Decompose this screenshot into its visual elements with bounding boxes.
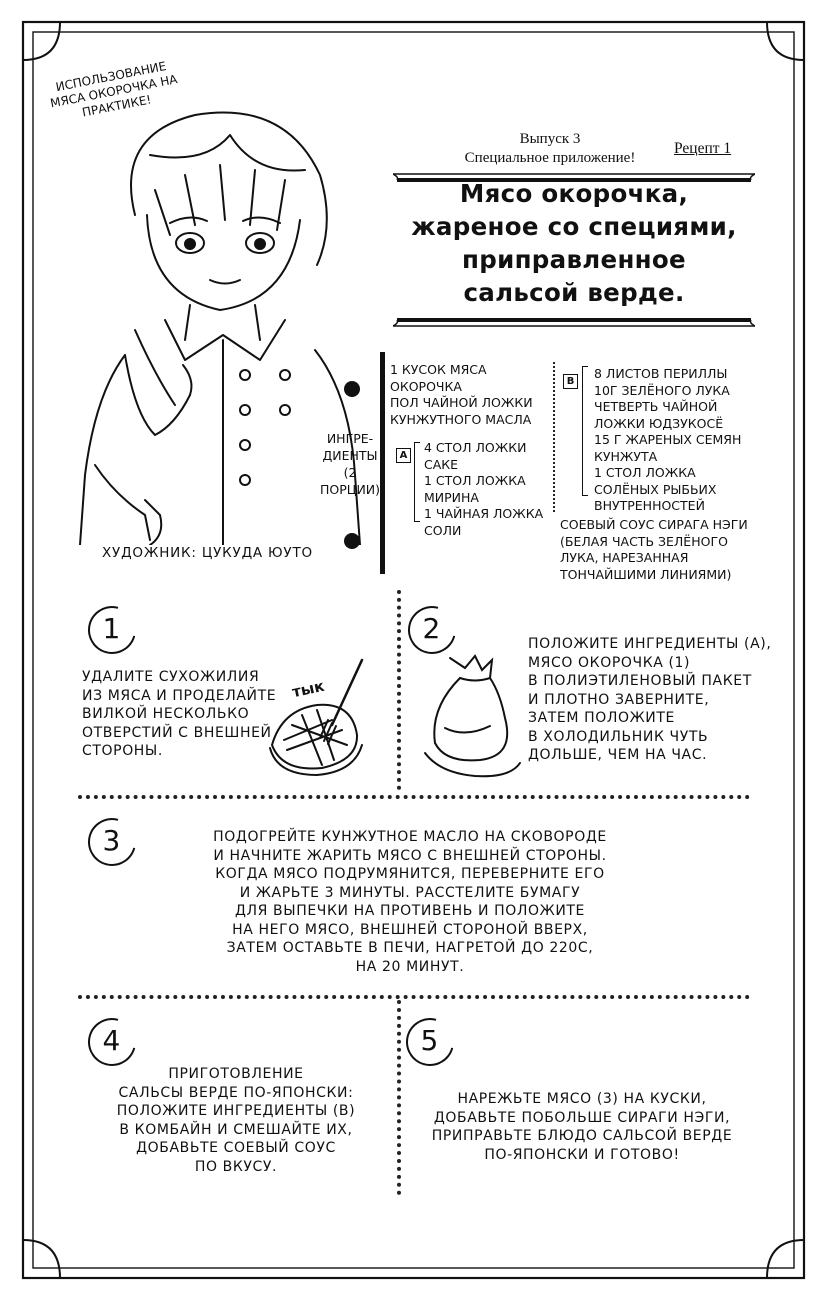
ingredient-item: ВНУТРЕННОСТЕЙ — [594, 498, 705, 513]
step-line: СТОРОНЫ. — [82, 743, 163, 759]
step-line: ДЛЯ ВЫПЕЧКИ НА ПРОТИВЕНЬ И ПОЛОЖИТЕ — [235, 903, 585, 919]
step-line: ДОЛЬШЕ, ЧЕМ НА ЧАС. — [528, 747, 708, 763]
step-line: ДОБАВЬТЕ СОЕВЫЙ СОУС — [136, 1140, 336, 1156]
step-line: ДОБАВЬТЕ ПОБОЛЬШЕ СИРАГИ НЭГИ, — [433, 1109, 731, 1126]
title-line-4: сальсой верде. — [463, 278, 685, 307]
step-line: ВИЛКОЙ НЕСКОЛЬКО — [82, 706, 250, 722]
ingredient-item: (БЕЛАЯ ЧАСТЬ ЗЕЛЁНОГО — [560, 533, 728, 549]
step-line: ИЗ МЯСА И ПРОДЕЛАЙТЕ — [82, 687, 277, 704]
group-a-brace — [414, 442, 420, 522]
dotted-divider-h1 — [78, 795, 750, 799]
sound-effect: тык — [290, 676, 326, 702]
ingredients-dotted-divider — [553, 362, 555, 512]
issue-line-1: Выпуск 3 — [519, 131, 581, 147]
ingredient-item: 15 Г ЖАРЕНЫХ СЕМЯН — [594, 432, 742, 447]
ingredient-item: 1 СТОЛ ЛОЖКА — [424, 473, 526, 488]
title-line-1: Мясо окорочка, — [459, 179, 689, 208]
ingredient-item: 1 КУСОК МЯСА — [390, 362, 487, 377]
title-line-3: приправленное — [462, 245, 686, 274]
bullet-dot-bottom — [344, 533, 360, 549]
dotted-divider-v2 — [397, 1000, 401, 1195]
ingredient-item: КУНЖУТА — [594, 448, 658, 464]
ingredient-item: ЛУКА, НАРЕЗАННАЯ — [560, 550, 689, 565]
ingredient-item: СОЛЁНЫХ РЫБЬИХ — [594, 481, 717, 497]
ingredients-group-b — [594, 366, 741, 515]
ingredient-item: МИРИНА — [424, 489, 479, 505]
group-a-badge: A — [396, 448, 411, 463]
step-line: ПРИГОТОВЛЕНИЕ — [168, 1066, 304, 1082]
step-line: ЗАТЕМ ПОЛОЖИТЕ — [528, 710, 675, 726]
bag-illustration — [420, 648, 530, 788]
step-line: ОТВЕРСТИЙ С ВНЕШНЕЙ — [82, 724, 272, 741]
step-line: И ПЛОТНО ЗАВЕРНИТЕ, — [528, 691, 710, 708]
ingredients-divider — [380, 352, 385, 574]
step-line: ПО-ЯПОНСКИ И ГОТОВО! — [484, 1146, 680, 1163]
step-4-number: 4 — [79, 1009, 145, 1075]
tagline-text: ИСПОЛЬЗОВАНИЕ МЯСА ОКОРОЧКА НА ПРАКТИКЕ! — [49, 58, 179, 120]
step-line: ПО ВКУСУ. — [194, 1158, 278, 1175]
step-5-number: 5 — [397, 1009, 463, 1075]
ingredient-item: 4 СТОЛ ЛОЖКИ — [424, 440, 527, 455]
issue-line-2: Специальное приложение! — [464, 150, 636, 166]
issue-heading — [400, 130, 700, 168]
ingredient-item: 10Г ЗЕЛЁНОГО ЛУКА — [594, 382, 730, 398]
ingredients-label-1: ИНГРЕ- — [326, 431, 374, 446]
step-1-number: 1 — [79, 597, 145, 663]
step-line: ПРИПРАВЬТЕ БЛЮДО САЛЬСОЙ ВЕРДЕ — [431, 1128, 733, 1144]
recipe-title — [395, 177, 753, 309]
step-line: ЗАТЕМ ОСТАВЬТЕ В ПЕЧИ, НАГРЕТОЙ ДО 220С, — [226, 940, 594, 956]
ingredients-label-4: ПОРЦИИ) — [319, 482, 381, 497]
ingredient-item: СОЕВЫЙ СОУС СИРАГА НЭГИ — [560, 517, 748, 532]
dotted-divider-v1 — [397, 590, 401, 790]
step-3-text — [180, 828, 640, 976]
ingredients-main — [390, 362, 533, 428]
ingredients-label — [318, 430, 382, 498]
ingredient-item: 1 ЧАЙНАЯ ЛОЖКА — [424, 506, 544, 521]
ingredient-item: САКЕ — [424, 456, 459, 472]
group-b-badge: B — [563, 374, 578, 389]
dotted-divider-h2 — [78, 995, 750, 999]
step-line: НАРЕЖЬТЕ МЯСО (3) НА КУСКИ, — [457, 1091, 707, 1107]
step-line: САЛЬСЫ ВЕРДЕ ПО-ЯПОНСКИ: — [118, 1084, 354, 1101]
ingredient-item: 1 СТОЛ ЛОЖКА — [594, 465, 696, 480]
step-4-text — [96, 1065, 376, 1176]
step-line: ПОЛОЖИТЕ ИНГРЕДИЕНТЫ (А), — [528, 636, 772, 652]
step-line: КОГДА МЯСО ПОДРУМЯНИТСЯ, ПЕРЕВЕРНИТЕ ЕГО — [215, 866, 605, 882]
title-line-2: жареное со специями, — [411, 212, 737, 241]
meat-fork-illustration — [262, 650, 382, 780]
ingredient-item: КУНЖУТНОГО МАСЛА — [390, 411, 532, 427]
ingredient-item: СОЛИ — [424, 522, 462, 538]
ingredients-extra — [560, 517, 748, 583]
step-3-number: 3 — [79, 809, 145, 875]
step-line: НА 20 МИНУТ. — [355, 958, 465, 975]
step-line: В КОМБАЙН И СМЕШАЙТЕ ИХ, — [119, 1121, 353, 1138]
step-2-text — [528, 635, 771, 765]
step-2-number: 2 — [399, 597, 465, 663]
artist-credit: ХУДОЖНИК: ЦУКУДА ЮУТО — [102, 545, 313, 561]
step-line: ПОДОГРЕЙТЕ КУНЖУТНОЕ МАСЛО НА СКОВОРОДЕ — [213, 829, 607, 845]
ingredients-label-3: (2 — [343, 465, 357, 480]
step-line: УДАЛИТЕ СУХОЖИЛИЯ — [82, 669, 260, 685]
ingredient-item: ЧЕТВЕРТЬ ЧАЙНОЙ — [594, 399, 718, 414]
ingredients-label-2: ДИЕНТЫ — [322, 448, 378, 463]
step-line: МЯСО ОКОРОЧКА (1) — [528, 654, 691, 671]
bullet-dot-top — [344, 381, 360, 397]
step-line: НА НЕГО МЯСО, ВНЕШНЕЙ СТОРОНОЙ ВВЕРХ, — [232, 921, 588, 938]
group-b-brace — [582, 366, 588, 496]
step-1-text — [82, 668, 276, 761]
recipe-number: Рецепт 1 — [674, 140, 732, 157]
ingredient-item: ЛОЖКИ ЮДЗУКОСЁ — [594, 415, 724, 431]
step-5-text — [412, 1090, 752, 1164]
step-line: И НАЧНИТЕ ЖАРИТЬ МЯСО С ВНЕШНЕЙ СТОРОНЫ. — [213, 847, 607, 864]
ingredient-item: ОКОРОЧКА — [390, 378, 462, 394]
ingredient-item: ПОЛ ЧАЙНОЙ ЛОЖКИ — [390, 395, 533, 410]
step-line: ПОЛОЖИТЕ ИНГРЕДИЕНТЫ (В) — [116, 1103, 356, 1119]
ingredient-item: 8 ЛИСТОВ ПЕРИЛЛЫ — [594, 366, 728, 381]
ingredients-group-a — [424, 440, 543, 539]
step-line: И ЖАРЬТЕ 3 МИНУТЫ. РАССТЕЛИТЕ БУМАГУ — [239, 884, 581, 901]
step-line: В ХОЛОДИЛЬНИК ЧУТЬ — [528, 728, 709, 745]
ingredient-item: ТОНЧАЙШИМИ ЛИНИЯМИ) — [560, 566, 732, 582]
step-line: В ПОЛИЭТИЛЕНОВЫЙ ПАКЕТ — [528, 673, 752, 689]
